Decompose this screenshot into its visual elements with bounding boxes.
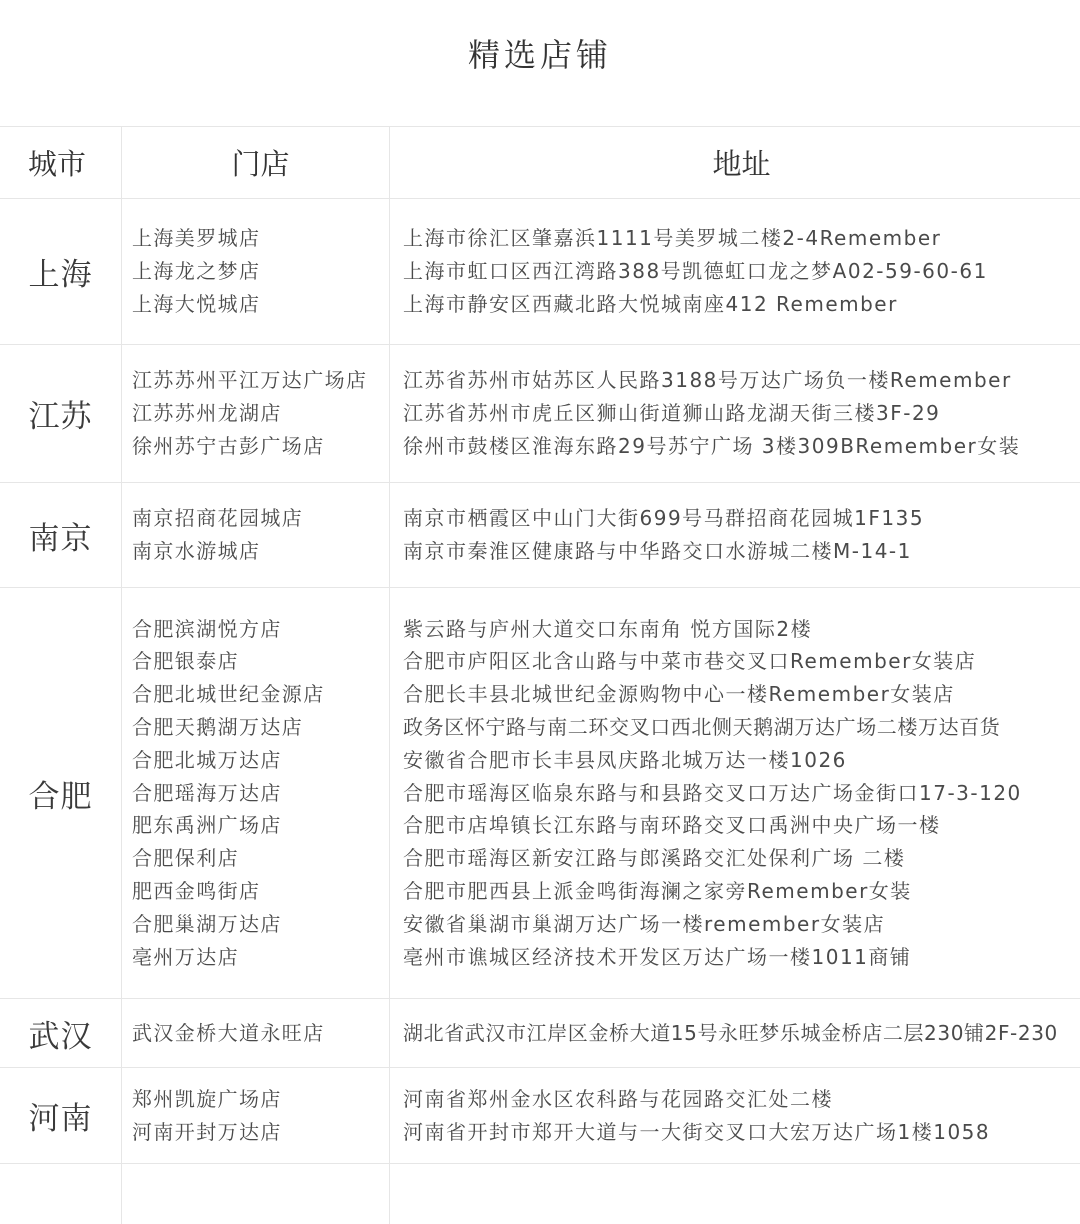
store-address: 江苏省苏州市姑苏区人民路3188号万达广场负一楼Remember xyxy=(403,368,1012,393)
store-name: 肥东禹洲广场店 xyxy=(132,813,282,838)
store-name: 江苏苏州龙湖店 xyxy=(132,401,282,426)
address-cell xyxy=(390,345,1080,482)
empty-store-cell xyxy=(122,1164,390,1224)
table-header-row xyxy=(0,127,1080,199)
store-table xyxy=(0,126,1080,1224)
store-address: 上海市静安区西藏北路大悦城南座412 Remember xyxy=(403,291,898,316)
store-name: 合肥瑶海万达店 xyxy=(132,780,282,805)
store-name: 武汉金桥大道永旺店 xyxy=(132,1020,325,1045)
store-address: 安徽省合肥市长丰县凤庆路北城万达一楼1026 xyxy=(403,747,847,772)
store-address: 合肥市瑶海区新安江路与郎溪路交汇处保利广场 二楼 xyxy=(403,846,906,871)
address-cell xyxy=(390,199,1080,344)
city-cell xyxy=(0,199,122,344)
store-name: 徐州苏宁古彭广场店 xyxy=(132,433,325,458)
header-address: 地址 xyxy=(712,147,771,181)
store-address: 河南省郑州金水区农科路与花园路交汇处二楼 xyxy=(403,1086,833,1111)
table-row xyxy=(0,588,1080,999)
store-address: 南京市秦淮区健康路与中华路交口水游城二楼M-14-1 xyxy=(403,539,912,563)
store-name: 上海大悦城店 xyxy=(132,291,261,316)
table-row xyxy=(0,999,1080,1068)
store-address: 合肥市庐阳区北含山路与中菜市巷交叉口Remember女装店 xyxy=(403,649,977,674)
empty-city-cell xyxy=(0,1164,122,1224)
store-address: 上海市徐汇区肇嘉浜1111号美罗城二楼2-4Remember xyxy=(403,226,942,251)
city-cell xyxy=(0,483,122,587)
city-name: 河南 xyxy=(28,1101,93,1137)
store-name: 合肥滨湖悦方店 xyxy=(132,616,282,641)
store-cell xyxy=(122,345,390,482)
city-name: 武汉 xyxy=(28,1018,93,1055)
store-cell xyxy=(122,999,390,1067)
store-name: 上海美罗城店 xyxy=(132,226,261,251)
address-cell xyxy=(390,483,1080,587)
store-address: 紫云路与庐州大道交口东南角 悦方国际2楼 xyxy=(403,616,813,641)
city-name: 江苏 xyxy=(28,399,93,435)
store-address: 河南省开封市郑开大道与一大街交叉口大宏万达广场1楼1058 xyxy=(403,1119,991,1144)
city-name: 合肥 xyxy=(28,778,93,815)
store-name: 郑州凯旋广场店 xyxy=(132,1086,282,1111)
store-name: 亳州万达店 xyxy=(132,944,239,969)
store-cell xyxy=(122,199,390,344)
store-cell xyxy=(122,483,390,587)
store-name: 河南开封万达店 xyxy=(132,1119,282,1144)
store-name: 合肥北城世纪金源店 xyxy=(132,682,325,707)
store-address: 湖北省武汉市江岸区金桥大道15号永旺梦乐城金桥店二层230铺2F-230 xyxy=(403,1020,1058,1045)
store-name: 合肥巢湖万达店 xyxy=(132,911,282,936)
city-cell xyxy=(0,999,122,1067)
city-cell xyxy=(0,1068,122,1163)
store-cell xyxy=(122,588,390,998)
store-cell xyxy=(122,1068,390,1163)
city-name: 上海 xyxy=(28,257,93,293)
store-name: 合肥保利店 xyxy=(132,846,239,871)
city-cell xyxy=(0,345,122,482)
store-name: 南京招商花园城店 xyxy=(132,506,304,531)
address-cell xyxy=(390,588,1080,998)
store-name: 南京水游城店 xyxy=(132,539,261,563)
store-address: 安徽省巢湖市巢湖万达广场一楼remember女装店 xyxy=(403,911,886,936)
store-name: 江苏苏州平江万达广场店 xyxy=(132,368,368,393)
address-cell xyxy=(390,999,1080,1067)
store-address: 合肥长丰县北城世纪金源购物中心一楼Remember女装店 xyxy=(403,682,955,707)
table-row xyxy=(0,199,1080,345)
page-title: 精选店铺 xyxy=(467,36,612,74)
store-name: 肥西金鸣街店 xyxy=(132,878,261,903)
table-row xyxy=(0,483,1080,588)
store-address: 南京市栖霞区中山门大街699号马群招商花园城1F135 xyxy=(403,506,925,531)
store-address: 合肥市店埠镇长江东路与南环路交叉口禹洲中央广场一楼 xyxy=(403,813,941,838)
city-name: 南京 xyxy=(28,520,93,557)
empty-row xyxy=(0,1164,1080,1224)
store-address: 合肥市瑶海区临泉东路与和县路交叉口万达广场金街口17-3-120 xyxy=(403,780,1022,805)
header-store: 门店 xyxy=(122,127,390,198)
store-name: 上海龙之梦店 xyxy=(132,259,261,284)
store-name: 合肥银泰店 xyxy=(132,649,239,674)
store-address: 政务区怀宁路与南二环交叉口西北侧天鹅湖万达广场二楼万达百货 xyxy=(403,715,1001,739)
table-row xyxy=(0,1068,1080,1164)
store-name: 合肥天鹅湖万达店 xyxy=(132,715,304,739)
store-address: 徐州市鼓楼区淮海东路29号苏宁广场 3楼309BRemember女装 xyxy=(403,433,1021,458)
store-address: 上海市虹口区西江湾路388号凯德虹口龙之梦A02-59-60-61 xyxy=(403,259,988,284)
city-cell xyxy=(0,588,122,998)
empty-address-cell xyxy=(390,1164,1080,1224)
store-address: 亳州市谯城区经济技术开发区万达广场一楼1011商铺 xyxy=(403,944,912,969)
address-cell xyxy=(390,1068,1080,1163)
store-address: 合肥市肥西县上派金鸣街海澜之家旁Remember女装 xyxy=(403,878,912,903)
header-city: 城市 xyxy=(0,127,122,198)
table-row xyxy=(0,345,1080,483)
store-name: 合肥北城万达店 xyxy=(132,747,282,772)
store-address: 江苏省苏州市虎丘区狮山街道狮山路龙湖天街三楼3F-29 xyxy=(403,401,941,426)
